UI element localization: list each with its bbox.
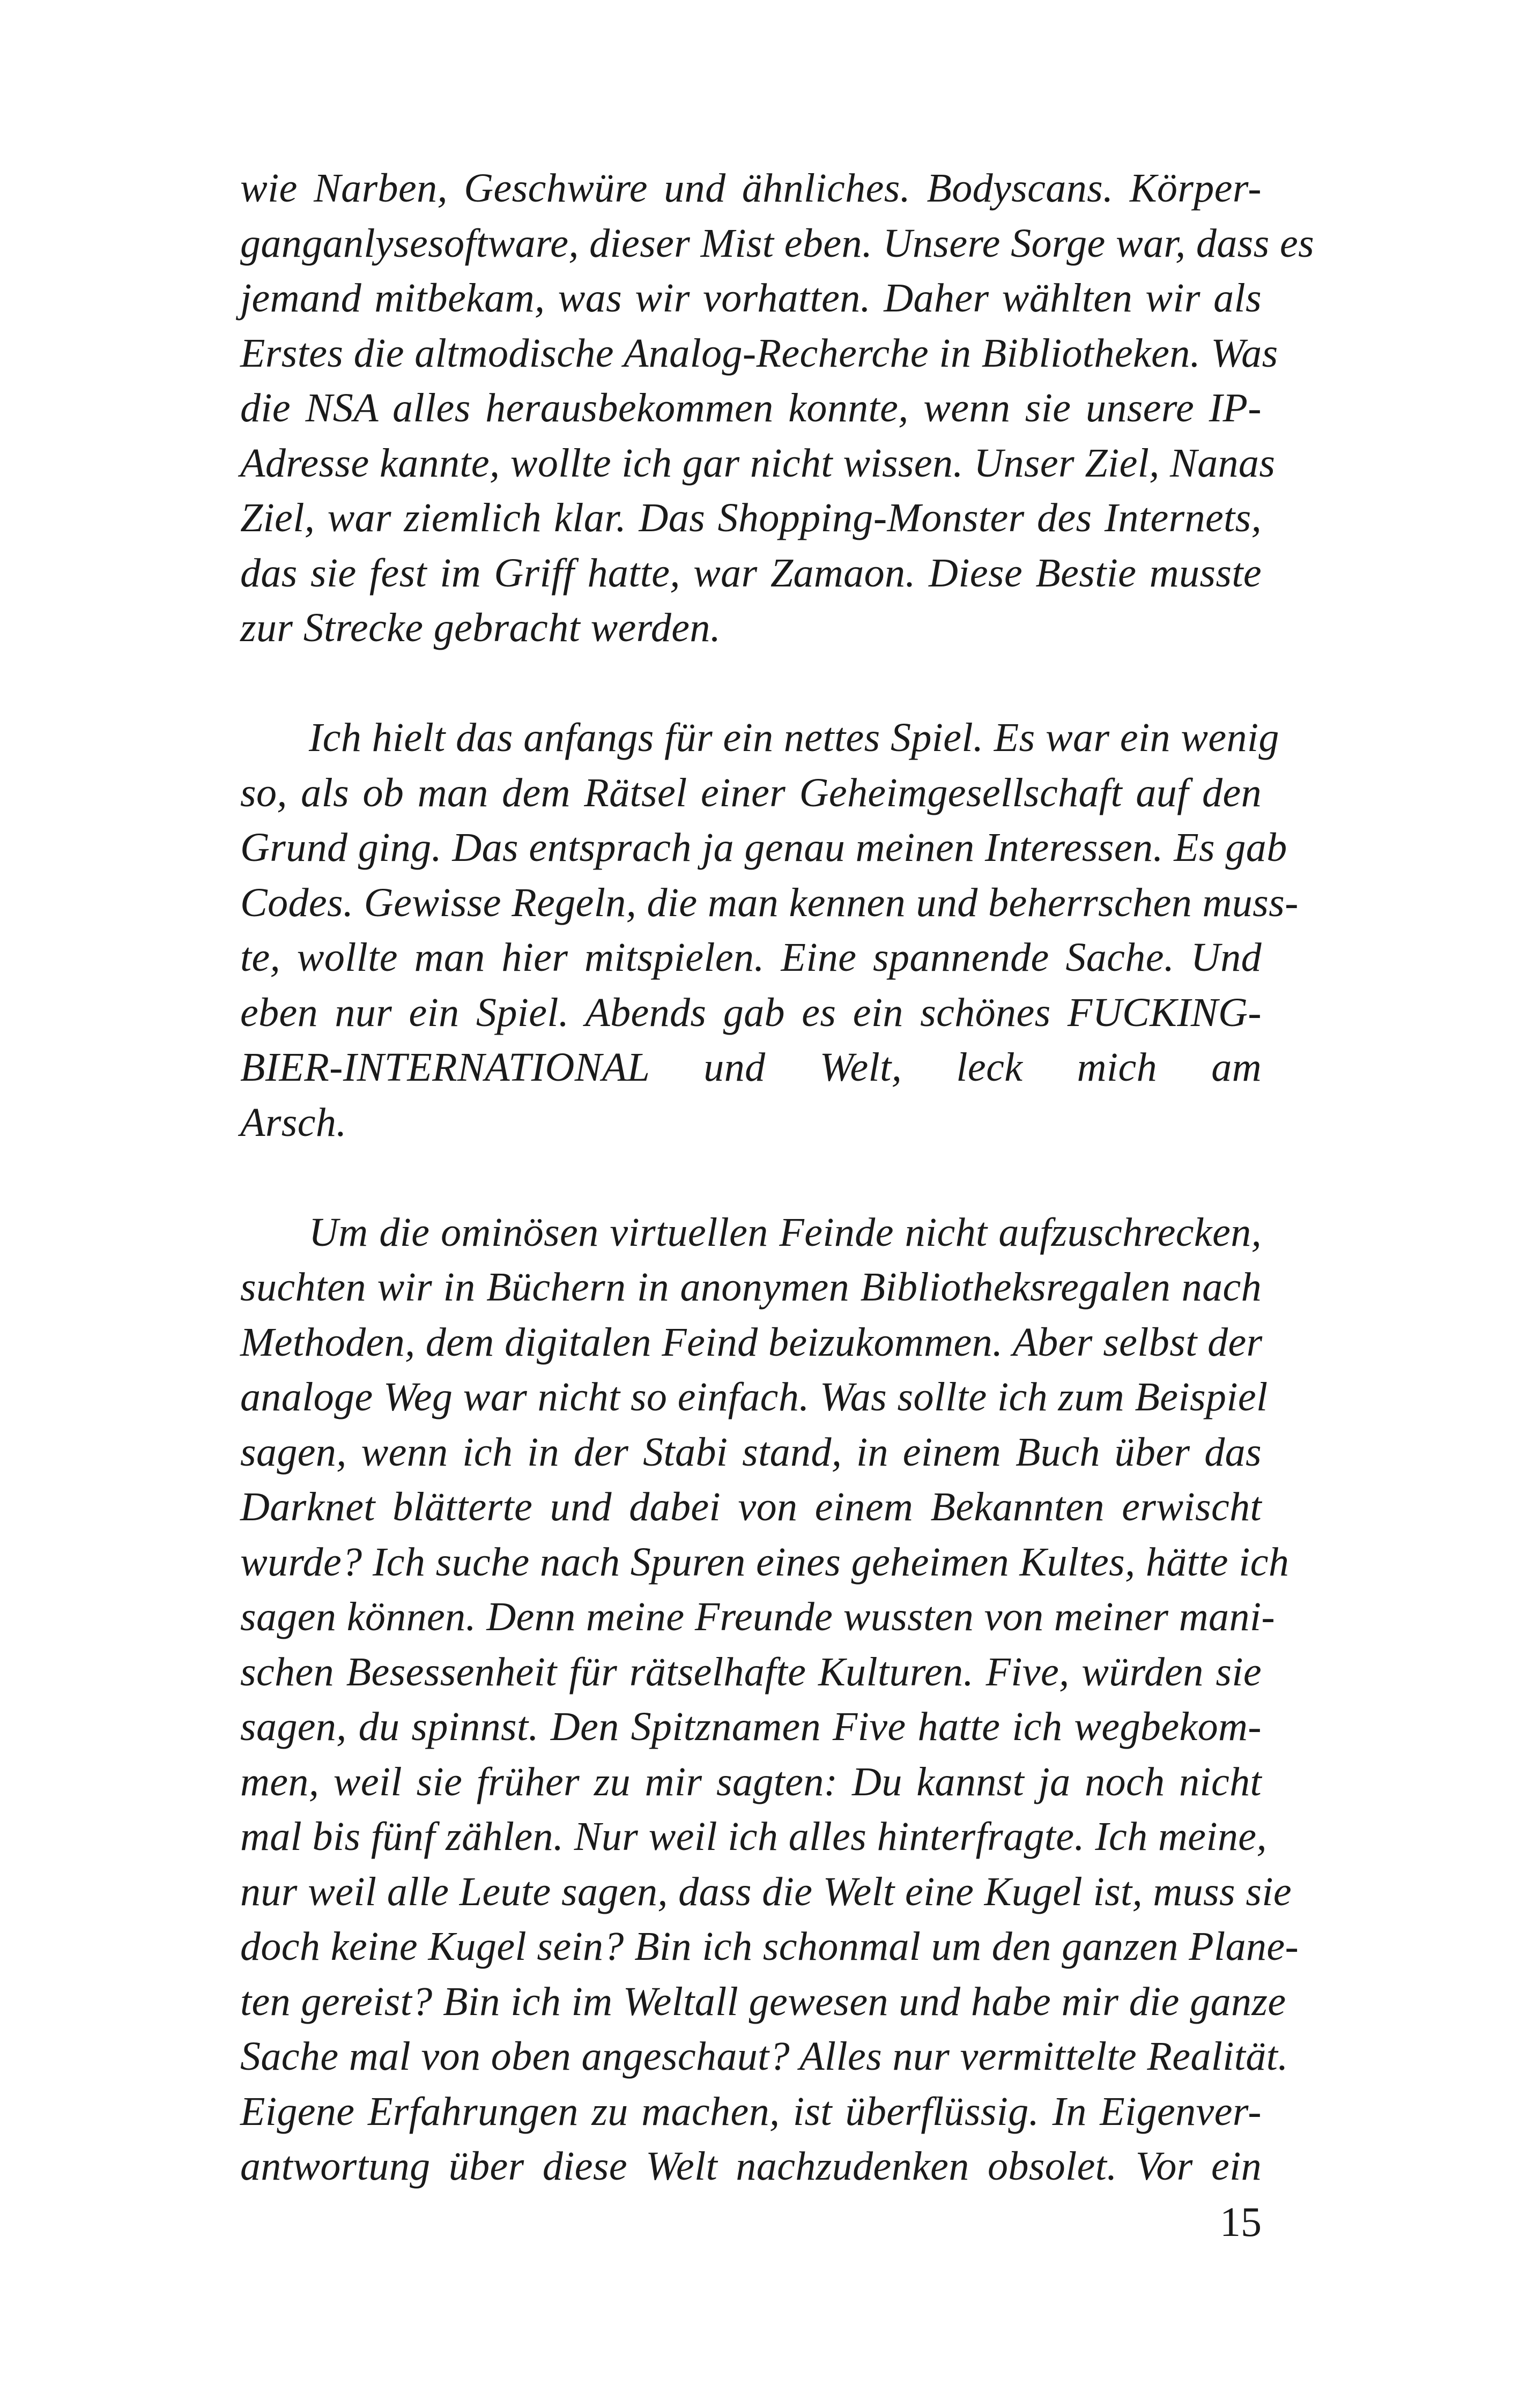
- paragraph-gap: [240, 1150, 1262, 1205]
- paragraph-gap: [240, 656, 1262, 711]
- text-line: Sache mal von oben angeschaut? Alles nur vermittelte Realität.: [240, 2034, 1288, 2079]
- text-line: BIER-INTERNATIONAL und Welt, leck mich am: [240, 1045, 1262, 1090]
- text-line: das sie fest im Griff hatte, war Zamaon. Diese Bestie musste: [240, 550, 1262, 596]
- text-line: Grund ging. Das entsprach ja genau meinen Interessen. Es gab: [240, 825, 1287, 870]
- text-line: sagen können. Denn meine Freunde wussten von meiner mani-: [240, 1594, 1276, 1639]
- text-line: schen Besessenheit für rätselhafte Kulturen. Five, würden sie: [240, 1649, 1262, 1694]
- paragraph: [240, 161, 1315, 656]
- text-line: Erstes die altmodische Analog-Recherche in Bibliotheken. Was: [240, 330, 1278, 376]
- text-line: sagen, wenn ich in der Stabi stand, in einem Buch über das: [240, 1429, 1262, 1475]
- text-line: te, wollte man hier mitspielen. Eine spannende Sache. Und: [240, 935, 1262, 980]
- text-line: nur weil alle Leute sagen, dass die Welt eine Kugel ist, muss sie: [240, 1869, 1292, 1914]
- text-line: Darknet blätterte und dabei von einem Bekannten erwischt: [240, 1484, 1262, 1529]
- paragraph: [240, 710, 1299, 1150]
- text-line: antwortung über diese Welt nachzudenken obsolet. Vor ein: [240, 2144, 1262, 2189]
- text-line: eben nur ein Spiel. Abends gab es ein schönes FUCKING-: [240, 990, 1262, 1035]
- paragraph: [240, 1205, 1299, 2194]
- text-line: jemand mitbekam, was wir vorhatten. Daher wählten wir als: [240, 276, 1262, 321]
- text-line: men, weil sie früher zu mir sagten: Du kannst ja noch nicht: [240, 1759, 1262, 1804]
- text-line: Eigene Erfahrungen zu machen, ist überflüssig. In Eigenver-: [240, 2089, 1262, 2134]
- text-line: so, als ob man dem Rätsel einer Geheimgesellschaft auf den: [240, 770, 1262, 815]
- text-line: Adresse kannte, wollte ich gar nicht wissen. Unser Ziel, Nanas: [240, 440, 1276, 486]
- text-line: suchten wir in Büchern in anonymen Bibliotheksregalen nach: [240, 1265, 1262, 1310]
- text-line: wurde? Ich suche nach Spuren eines geheimen Kultes, hätte ich: [240, 1539, 1290, 1585]
- text-line: Ich hielt das anfangs für ein nettes Spiel. Es war ein wenig: [309, 715, 1279, 760]
- text-line: wie Narben, Geschwüre und ähnliches. Bodyscans. Körper-: [240, 166, 1262, 211]
- text-line: die NSA alles herausbekommen konnte, wenn sie unsere IP-: [240, 385, 1262, 430]
- text-line: ganganlysesoftware, dieser Mist eben. Unsere Sorge war, dass es: [240, 220, 1315, 266]
- text-line: doch keine Kugel sein? Bin ich schonmal um den ganzen Plane-: [240, 1924, 1299, 1969]
- text-line: Arsch.: [240, 1099, 347, 1145]
- text-line: analoge Weg war nicht so einfach. Was sollte ich zum Beispiel: [240, 1374, 1268, 1419]
- text-line: Um die ominösen virtuellen Feinde nicht aufzuschrecken,: [309, 1209, 1262, 1255]
- text-line: sagen, du spinnst. Den Spitznamen Five hatte ich wegbekom-: [240, 1704, 1262, 1749]
- text-line: ten gereist? Bin ich im Weltall gewesen und habe mir die ganze: [240, 1979, 1286, 2024]
- body-text: [240, 161, 1315, 2194]
- page-number: 15: [1220, 2198, 1262, 2245]
- text-line: Methoden, dem digitalen Feind beizukommen. Aber selbst der: [240, 1319, 1263, 1365]
- text-line: mal bis fünf zählen. Nur weil ich alles hinterfragte. Ich meine,: [240, 1814, 1267, 1859]
- text-line: zur Strecke gebracht werden.: [240, 605, 721, 650]
- text-line: Codes. Gewisse Regeln, die man kennen und beherrschen muss-: [240, 880, 1299, 925]
- text-line: Ziel, war ziemlich klar. Das Shopping-Monster des Internets,: [240, 495, 1262, 540]
